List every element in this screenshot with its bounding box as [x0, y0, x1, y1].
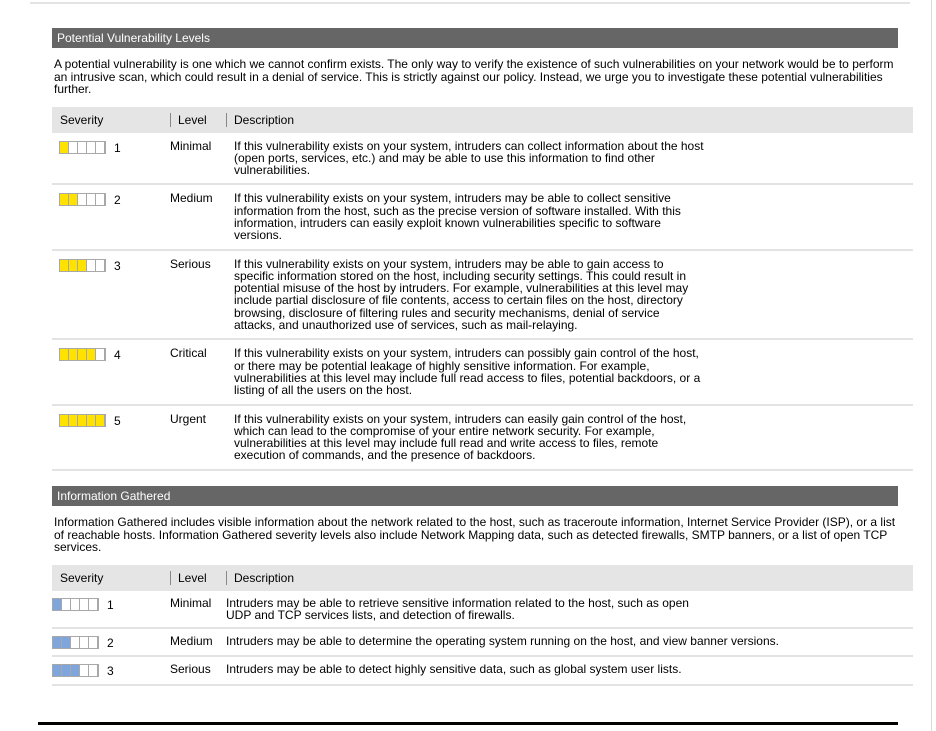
level-description: Intruders may be able to retrieve sensitive information related to the host, such as open UDP and TCP services lists, and detection of firewalls.	[226, 595, 689, 622]
severity-value: 1	[114, 140, 121, 155]
section-intro: Information Gathered includes visible information about the network related to the host, such as traceroute information, Internet Service Provider (ISP), or a list of reachable hosts. Information Gathered severity levels also include Network Mapping data, such as detected firewalls, SMTP banners, or a list of open TCP services.	[54, 515, 896, 554]
severity-meter-icon	[59, 193, 106, 206]
table-row	[52, 405, 913, 470]
section-header: Information Gathered	[52, 486, 898, 506]
level-description: If this vulnerability exists on your system, intruders can easily gain control of the host, which can lead to the compromise of your entire network security. For example, vulnerabilities at this level may include full read and write access to files, remote execution of commands, and the presence of backdoors.	[234, 411, 687, 463]
severity-value: 3	[114, 258, 121, 273]
severity-value: 3	[107, 664, 114, 679]
severity-meter-icon	[52, 664, 99, 677]
severity-meter-icon	[59, 348, 106, 361]
level-label: Medium	[170, 191, 213, 206]
level-description: If this vulnerability exists on your system, intruders can collect information about the host (open ports, services, etc.) and may be able to use this information to find other vulnerabilities.	[234, 138, 704, 178]
severity-meter-icon	[59, 141, 106, 154]
col-level: Level	[170, 565, 226, 591]
top-divider	[30, 2, 910, 4]
potential-vulnerability-section	[52, 28, 913, 471]
level-label: Medium	[170, 634, 213, 649]
table-row	[52, 184, 913, 249]
info-severity-table	[52, 565, 913, 686]
table-row	[52, 591, 913, 629]
col-level: Level	[170, 107, 226, 133]
information-gathered-section	[52, 486, 913, 686]
section-intro: A potential vulnerability is one which we cannot confirm exists. The only way to verify the existence of such vulnerabilities on your network would be to perform an intrusive scan, which could result in a denial of service. This is strictly against our policy. Instead, we urge you to investigate these potential vulnerabilities further.	[54, 57, 894, 96]
col-severity: Severity	[60, 570, 104, 585]
table-row	[52, 250, 913, 340]
severity-value: 2	[114, 193, 121, 208]
page-edge	[931, 0, 932, 731]
severity-meter-icon	[52, 636, 99, 649]
severity-value: 5	[114, 413, 121, 428]
level-description: Intruders may be able to determine the operating system running on the host, and view banner versions.	[226, 634, 779, 649]
col-description: Description	[226, 565, 913, 591]
page-footer-rule	[38, 722, 898, 725]
col-severity: Severity	[60, 112, 104, 127]
level-description: If this vulnerability exists on your system, intruders may be able to gain access to specific information stored on the host, including security settings. This could result in potential misuse of the host by intruders. For example, vulnerabilities at this level may include partial disclosure of file contents, access to certain files on the host, directory browsing, disclosure of filtering rules and security mechanisms, denial of service attacks, and unauthorized use of services, such as mail-relaying.	[234, 256, 689, 333]
severity-meter-icon	[59, 259, 106, 272]
level-label: Serious	[170, 662, 211, 677]
level-description: If this vulnerability exists on your system, intruders may be able to collect sensitive information from the host, such as the precise version of software installed. With this information, intruders can easily exploit known vulnerabilities specific to software versions.	[234, 191, 681, 243]
section-header: Potential Vulnerability Levels	[52, 28, 898, 48]
level-label: Serious	[170, 256, 211, 271]
level-label: Critical	[170, 346, 207, 361]
potential-severity-table	[52, 107, 913, 471]
level-description: Intruders may be able to detect highly sensitive data, such as global system user lists.	[226, 662, 682, 677]
severity-value: 1	[107, 597, 114, 612]
level-description: If this vulnerability exists on your system, intruders can possibly gain control of the host, or there may be potential leakage of highly sensitive information. For example, vulnerabilities at this level may include full read access to files, potential backdoors, or a listing of all the users on the host.	[234, 346, 701, 398]
table-header-row	[52, 565, 913, 591]
table-row	[52, 133, 913, 185]
col-description: Description	[226, 107, 913, 133]
level-label: Minimal	[170, 138, 212, 153]
level-label: Urgent	[170, 411, 207, 426]
table-row	[52, 628, 913, 656]
severity-value: 2	[107, 636, 114, 651]
table-row	[52, 339, 913, 404]
level-label: Minimal	[170, 595, 212, 610]
table-header-row	[52, 107, 913, 133]
severity-meter-icon	[52, 598, 99, 611]
severity-meter-icon	[59, 414, 106, 427]
severity-value: 4	[114, 348, 121, 363]
table-row	[52, 656, 913, 684]
